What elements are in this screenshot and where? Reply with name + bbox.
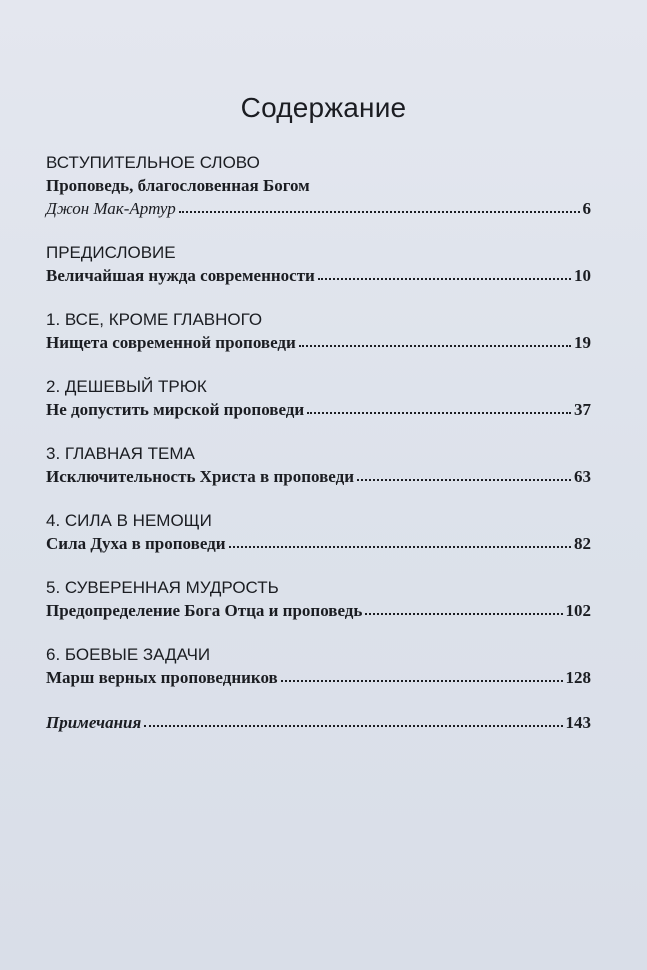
section-heading: 5. СУВЕРЕННАЯ МУДРОСТЬ [46,578,279,597]
toc-line [46,465,591,488]
dot-leader [299,345,571,347]
toc-entry-foreword [46,152,591,220]
section-subtitle-line [46,174,591,197]
section-heading: ПРЕДИСЛОВИЕ [46,243,176,262]
section-heading: 2. ДЕШЕВЫЙ ТРЮК [46,377,207,396]
toc-line [46,264,591,287]
page-number: 143 [565,713,591,732]
dot-leader [229,546,571,548]
toc-line-notes [46,711,591,734]
toc-entry-chapter-1 [46,309,591,354]
section-subtitle: Проповедь, благословенная Богом [46,176,310,195]
toc-entry-chapter-3 [46,443,591,488]
dot-leader [281,680,563,682]
toc-line [46,599,591,622]
toc-line [46,532,591,555]
toc-entry-chapter-5 [46,577,591,622]
page-title: Содержание [240,92,407,123]
toc-entry-preface [46,242,591,287]
page-number: 63 [574,467,591,486]
dot-leader [357,479,571,481]
dot-leader [144,725,562,727]
section-heading: 6. БОЕВЫЕ ЗАДАЧИ [46,645,211,664]
section-heading: 1. ВСЕ, КРОМЕ ГЛАВНОГО [46,310,263,329]
section-heading: 4. СИЛА В НЕМОЩИ [46,511,212,530]
section-subtitle: Нищета современной проповеди [46,333,296,352]
toc-entry-notes [46,711,591,734]
section-heading: ВСТУПИТЕЛЬНОЕ СЛОВО [46,153,260,172]
toc-entry-chapter-4 [46,510,591,555]
notes-label: Примечания [46,713,142,732]
author-name: Джон Мак-Артур [46,199,176,218]
section-subtitle: Не допустить мирской проповеди [46,400,305,419]
page-number: 128 [565,668,591,687]
toc-line [46,666,591,689]
section-subtitle: Марш верных проповедников [46,668,278,687]
toc-line [46,398,591,421]
page-number: 10 [574,266,591,285]
section-subtitle: Сила Духа в проповеди [46,534,226,553]
page-number: 6 [582,199,591,218]
page-number: 37 [574,400,591,419]
dot-leader [365,613,562,615]
dot-leader [179,211,580,213]
page-number: 102 [565,601,591,620]
toc-line-author [46,197,591,220]
page-number: 19 [574,333,591,352]
toc-entry-chapter-6 [46,644,591,689]
section-subtitle: Исключительность Христа в проповеди [46,467,355,486]
section-heading: 3. ГЛАВНАЯ ТЕМА [46,444,195,463]
dot-leader [307,412,571,414]
toc-entry-chapter-2 [46,376,591,421]
table-of-contents [46,152,591,756]
dot-leader [318,278,571,280]
toc-line [46,331,591,354]
section-subtitle: Предопределение Бога Отца и проповедь [46,601,363,620]
page-number: 82 [574,534,591,553]
section-subtitle: Величайшая нужда современности [46,266,315,285]
